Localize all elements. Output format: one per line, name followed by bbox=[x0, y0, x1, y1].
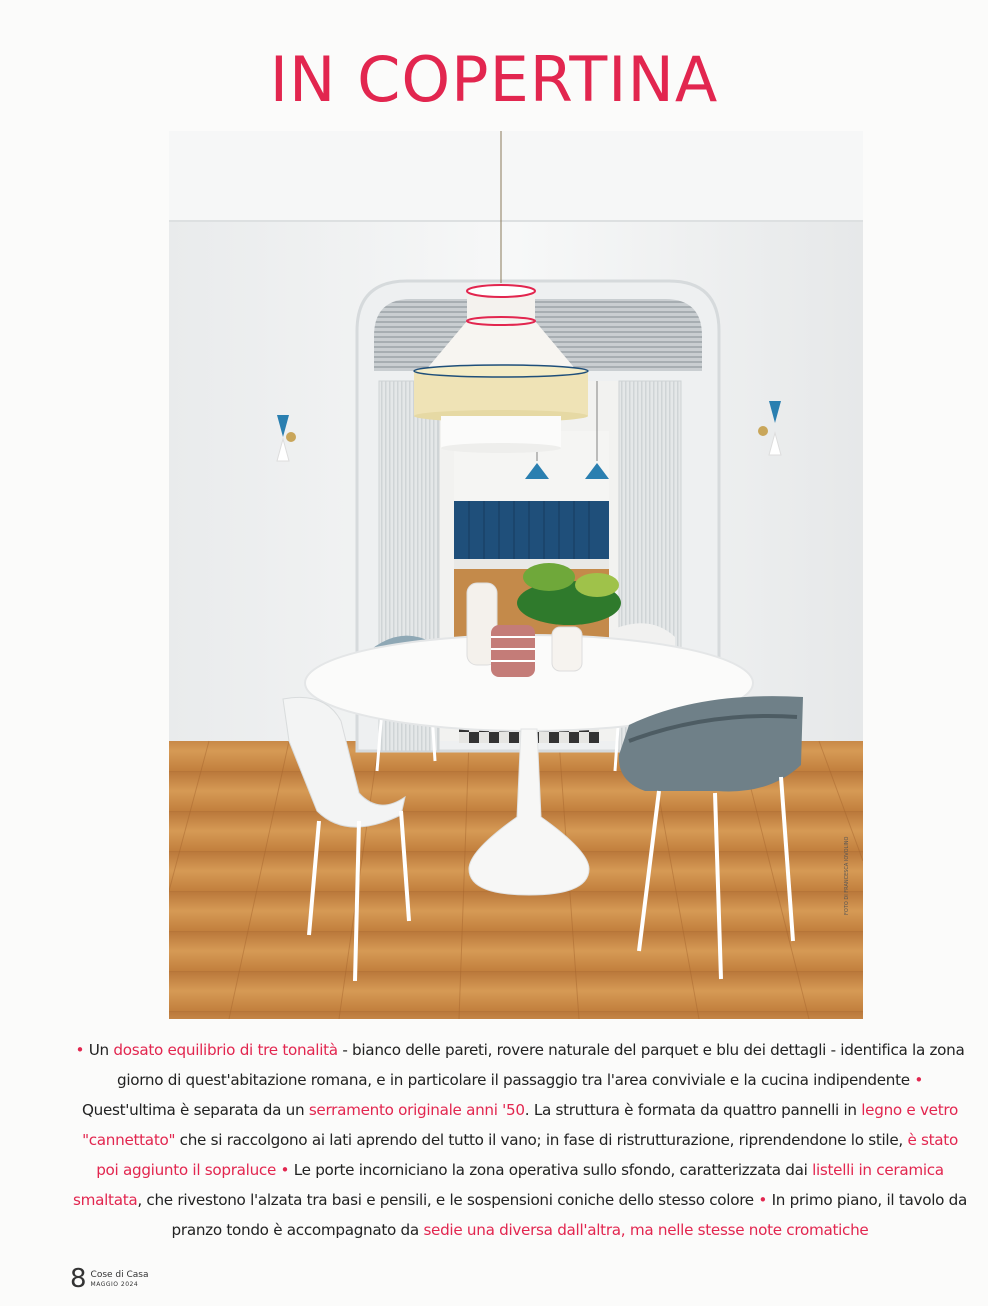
caption-highlight: sedie una diversa dall'altra, ma nelle stesse note cromatiche bbox=[423, 1221, 869, 1239]
caption-text-run: Le porte incorniciano la zona operativa sullo sfondo, caratterizzata dai bbox=[293, 1161, 813, 1179]
caption-text-run: , che rivestono l'alzata tra basi e pensili, e le sospensioni coniche dello stesso colore bbox=[137, 1191, 754, 1209]
blue-tile-backsplash bbox=[454, 501, 609, 559]
caption-highlight: listelli in ceramica smaltata bbox=[73, 1161, 944, 1209]
bullet-icon: • bbox=[758, 1191, 768, 1209]
caption-text-run: In primo piano, il tavolo da pranzo tondo è accompagnato da bbox=[171, 1191, 967, 1239]
caption-highlight: è stato poi aggiunto il sopraluce bbox=[96, 1131, 958, 1179]
caption-text-run: - bianco delle pareti, rovere naturale del parquet e blu dei dettagli - identifica la zona giorno di quest'abitazione romana, e in particolare il passaggio tra l'area conviviale e la cucina indipendente bbox=[116, 1041, 965, 1089]
caption-text bbox=[70, 1035, 970, 1245]
caption-highlight: legno e vetro "cannettato" bbox=[82, 1101, 958, 1149]
caption-highlight: serramento originale anni '50 bbox=[308, 1101, 525, 1119]
magazine-info bbox=[91, 1270, 149, 1292]
cover-photo bbox=[169, 131, 863, 1019]
caption-text-run: . La struttura è formata da quattro pannelli in bbox=[524, 1101, 862, 1119]
page-footer bbox=[70, 1262, 149, 1292]
issue-date: MAGGIO 2024 bbox=[90, 1281, 139, 1288]
section-title: IN COPERTINA bbox=[269, 43, 719, 116]
bullet-icon: • bbox=[75, 1041, 85, 1059]
bullet-icon: • bbox=[914, 1071, 923, 1089]
caption-text-run: Quest'ultima è separata da un bbox=[82, 1101, 309, 1119]
caption-text-run: Un bbox=[88, 1041, 114, 1059]
caption-text-run: che si raccolgono ai lati aprendo del tutto il vano; in fase di ristrutturazione, riprendendone lo stile, bbox=[175, 1131, 908, 1149]
magazine-name: Cose di Casa bbox=[90, 1270, 149, 1280]
page-number: 8 bbox=[70, 1264, 87, 1294]
bullet-icon: • bbox=[280, 1161, 290, 1179]
photo-credit: FOTO DI FRANCESCA IOVOLINO bbox=[844, 836, 850, 915]
caption-highlight: dosato equilibrio di tre tonalità bbox=[113, 1041, 338, 1059]
